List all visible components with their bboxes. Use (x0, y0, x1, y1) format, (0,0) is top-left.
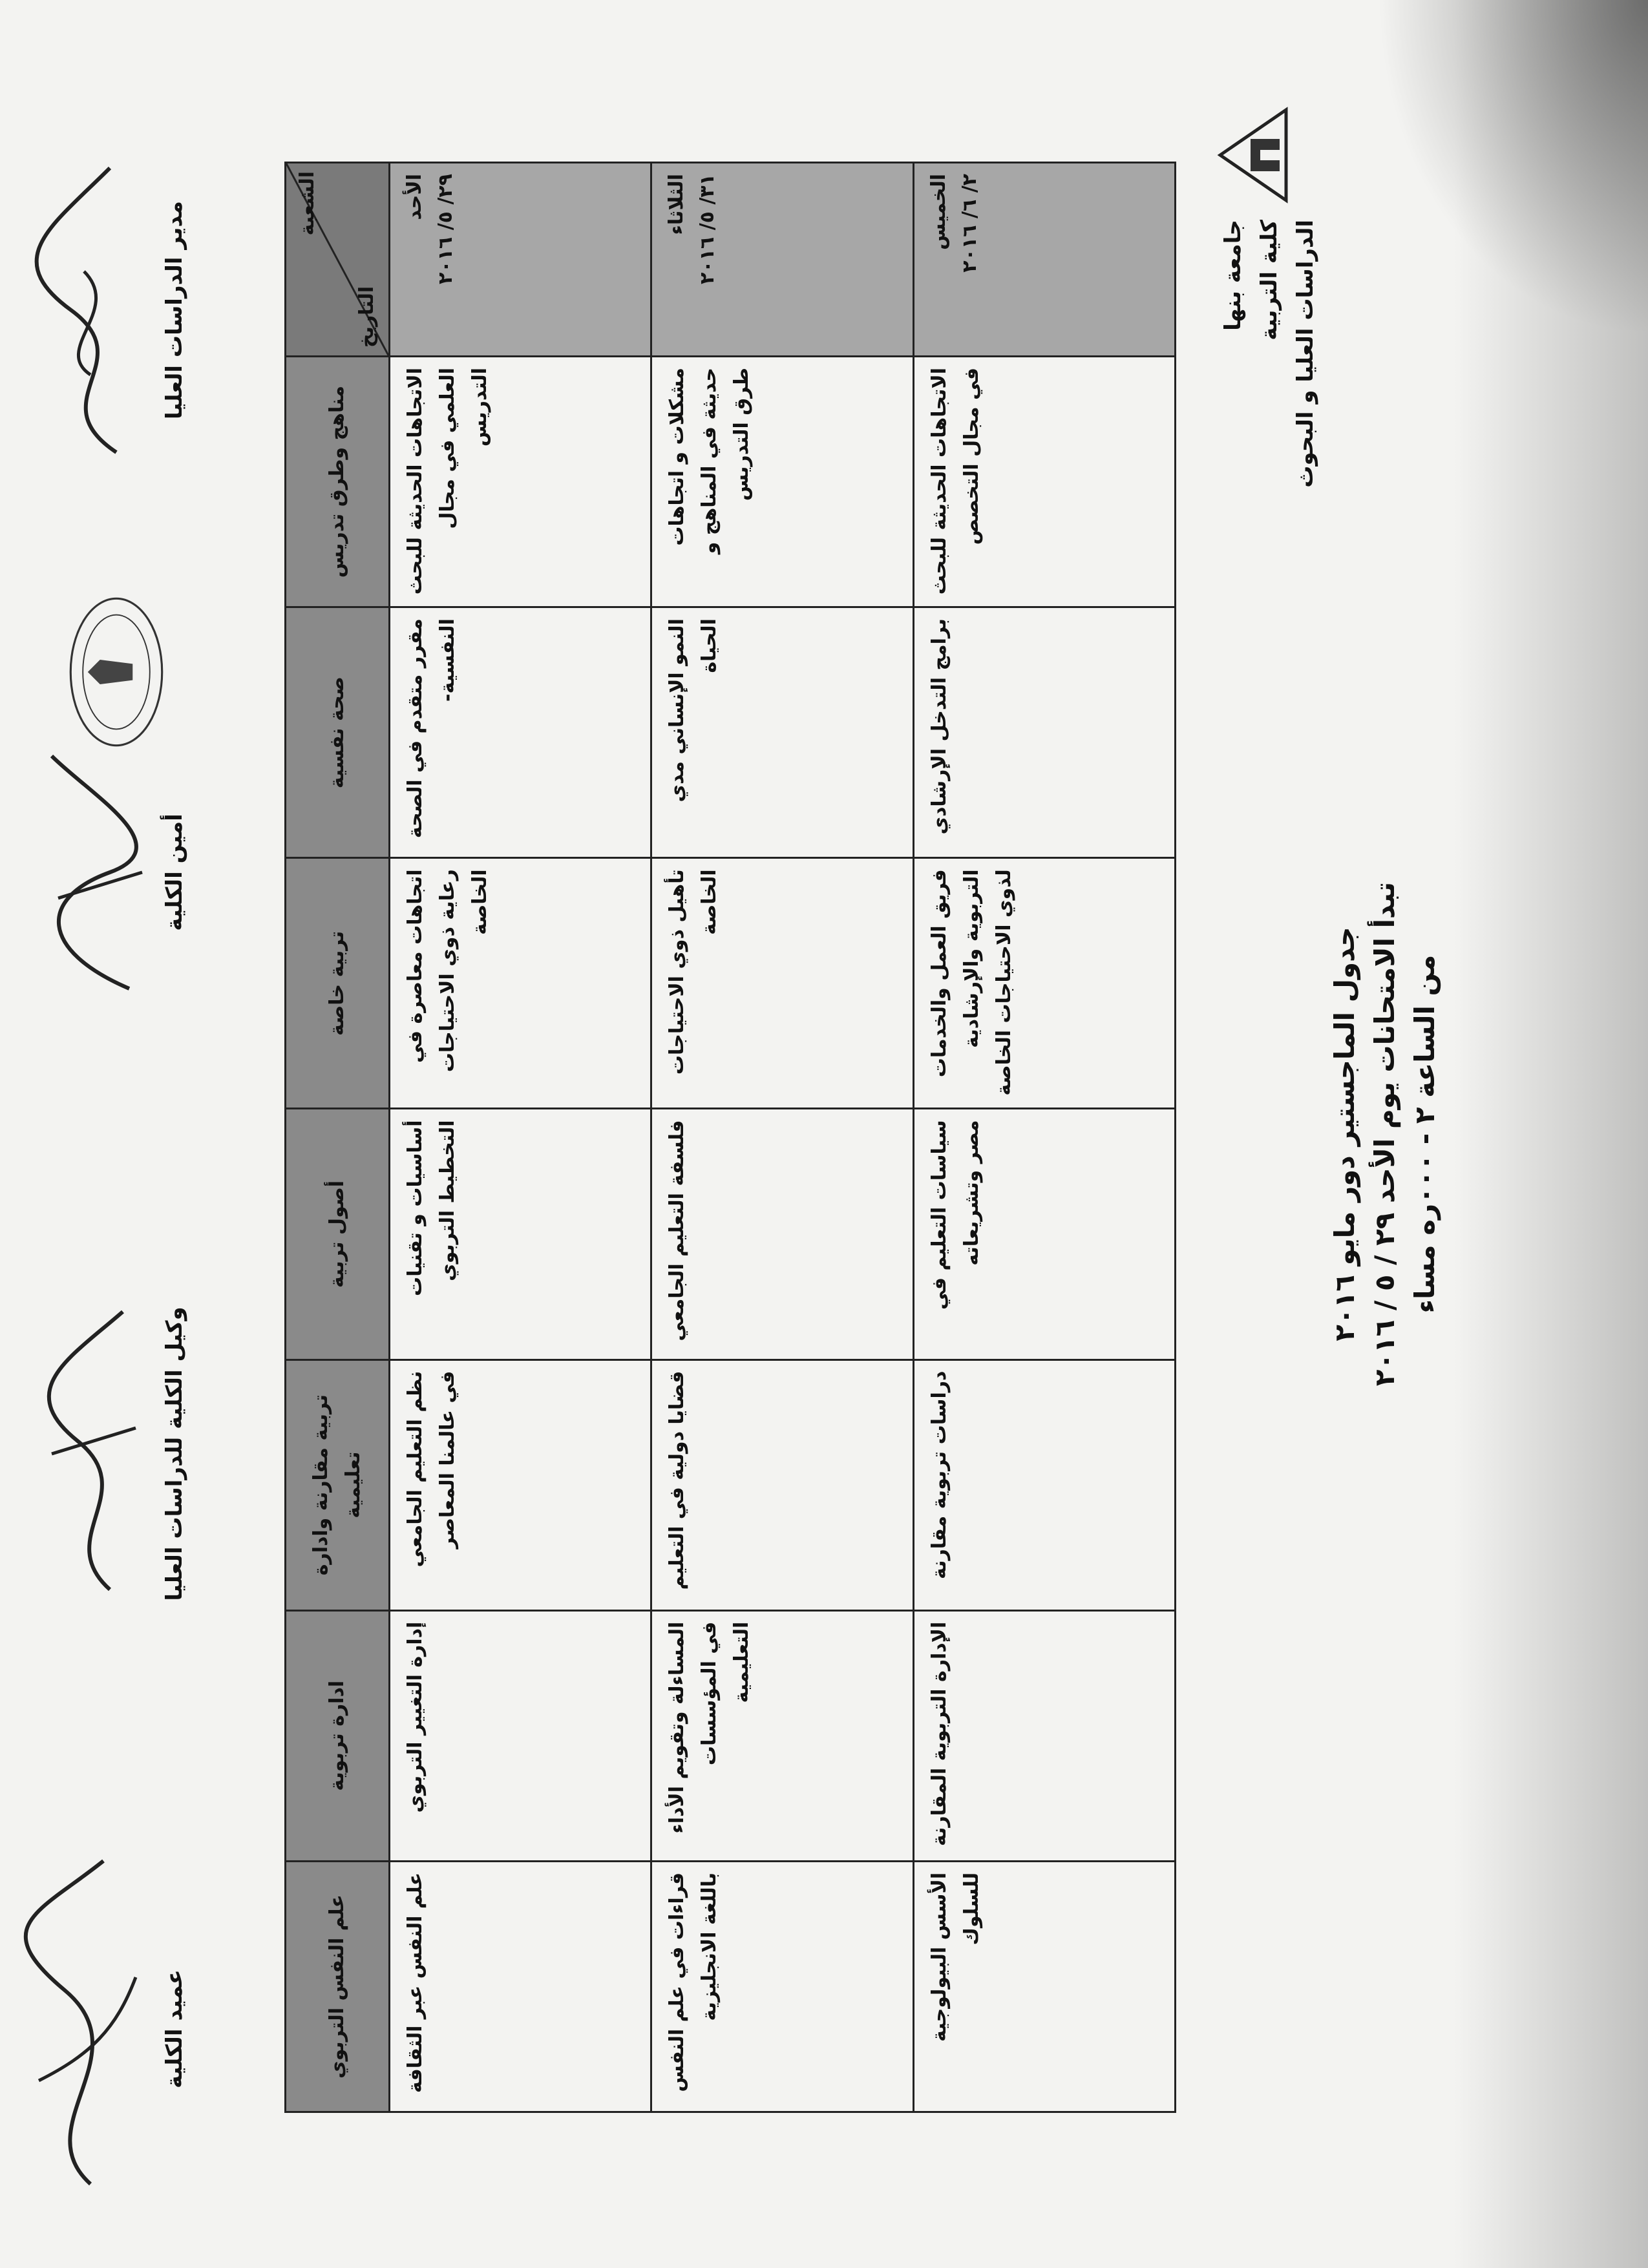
course-cell: فلسفة التعليم الجامعي (651, 1109, 913, 1360)
course-cell: تأهيل ذوي الاحتياجات الخاصة (651, 858, 913, 1109)
title-line-2: تبدأ الامتحانات يوم الأحد ٢٩ / ٥ / ٢٠١٦ (1369, 881, 1400, 1387)
signature-title: مدير الدراسات العليا (162, 200, 187, 420)
signature-block (0, 1835, 187, 2223)
column-header: علم النفس التربوي (286, 1861, 390, 2112)
header-row (286, 163, 390, 2112)
column-header: ادارة تربوية (286, 1610, 390, 1861)
course-cell: نظم التعليم الجامعي في عالمنا المعاصر (390, 1360, 651, 1610)
corner-label-division: الشعبة (296, 171, 319, 236)
course-cell: الأسس البيولوجية للسلوك (913, 1861, 1175, 2112)
title-line-1: جدول الماجستير دور مايو ٢٠١٦ (1329, 927, 1360, 1341)
university-name: جامعة بنها (1220, 220, 1246, 331)
date-cell (390, 163, 651, 357)
signature-title: وكيل الكلية للدراسات العليا (162, 1307, 187, 1601)
exam-schedule-table (284, 162, 1176, 2113)
table-row (390, 163, 651, 2112)
signature-block (0, 1260, 187, 1648)
course-cell: إدارة التغيير التربوي (390, 1610, 651, 1861)
date-cell (913, 163, 1175, 357)
table-header (286, 163, 390, 2112)
exam-date: ٢/ ٦/ ٢٠١٦ (958, 174, 981, 273)
table-row (913, 163, 1175, 2112)
course-cell: فريق العمل والخدمات التربوية والإرشادية لذوي الاحتياجات الخاصة (913, 858, 1175, 1109)
header-text (1215, 220, 1324, 488)
exam-day: الأحد (403, 174, 426, 220)
exam-day: الثلاثاء (665, 174, 688, 235)
course-cell: مشكلات و اتجاهات حديثة في المناهج و طرق التدريس (651, 357, 913, 607)
table-body (390, 163, 1176, 2112)
column-header: صحة نفسية (286, 607, 390, 858)
column-header: تربية مقارنة وادارة تعليمية (286, 1360, 390, 1610)
university-logo-icon (1215, 103, 1293, 207)
faculty-seal-icon (39, 549, 194, 795)
signature-scrawl-icon (13, 116, 155, 504)
course-cell: النمو الإنساني مدي الحياة (651, 607, 913, 858)
signature-scrawl-icon (13, 1260, 155, 1648)
signature-block (0, 116, 187, 504)
column-header: تربية خاصة (286, 858, 390, 1109)
course-cell: اتجاهات معاصرة في رعاية ذوي الاحتياجات الخاصة (390, 858, 651, 1109)
document-header (1215, 103, 1396, 556)
course-cell: الاتجاهات الحديثة للبحث في مجال التخصص (913, 357, 1175, 607)
signature-title: أمين الكلية (162, 814, 187, 931)
course-cell: المساءلة وتقويم الأداء في المؤسسات التعليمية (651, 1610, 913, 1861)
course-cell: قضايا دولية في التعليم (651, 1360, 913, 1610)
column-header: أصول تربية (286, 1109, 390, 1360)
signature-row (0, 0, 246, 2268)
exam-date: ٣١/ ٥/ ٢٠١٦ (696, 174, 719, 284)
course-cell: الاتجاهات الحديثة للبحث العلمي في مجال التدريس (390, 357, 651, 607)
exam-day: الخميس (927, 174, 950, 250)
course-cell: سياسات التعليم في مصر وتشريعاته (913, 1109, 1175, 1360)
department-name: الدراسات العليا و البحوث (1293, 220, 1318, 488)
title-line-3: من الساعة ٢ - ٠٠٠ره مساء (1409, 954, 1441, 1314)
course-cell: برامج التدخل الإرشادي (913, 607, 1175, 858)
exam-date: ٢٩/ ٥/ ٢٠١٦ (434, 174, 457, 284)
course-cell: مقرر متقدم في الصحة النفسية- (390, 607, 651, 858)
column-header: مناهج وطرق تدريس (286, 357, 390, 607)
corner-label-date: التاريخ (355, 286, 378, 348)
signature-title: عميد الكلية (162, 1969, 187, 2088)
corner-header (286, 163, 390, 357)
course-cell: دراسات تربوية مقارنة (913, 1360, 1175, 1610)
course-cell: أساسيات و تقنيات التخطيط التربوي (390, 1109, 651, 1360)
course-cell: قراءات في علم النفس باللغة الانجليزية (651, 1861, 913, 2112)
table-row (651, 163, 913, 2112)
course-cell: الإدارة التربوية المقارنة (913, 1610, 1175, 1861)
faculty-name: كلية التربية (1256, 220, 1282, 341)
date-cell (651, 163, 913, 357)
course-cell: علم النفس عبر الثقافة (390, 1861, 651, 2112)
signature-scrawl-icon (13, 1835, 155, 2223)
